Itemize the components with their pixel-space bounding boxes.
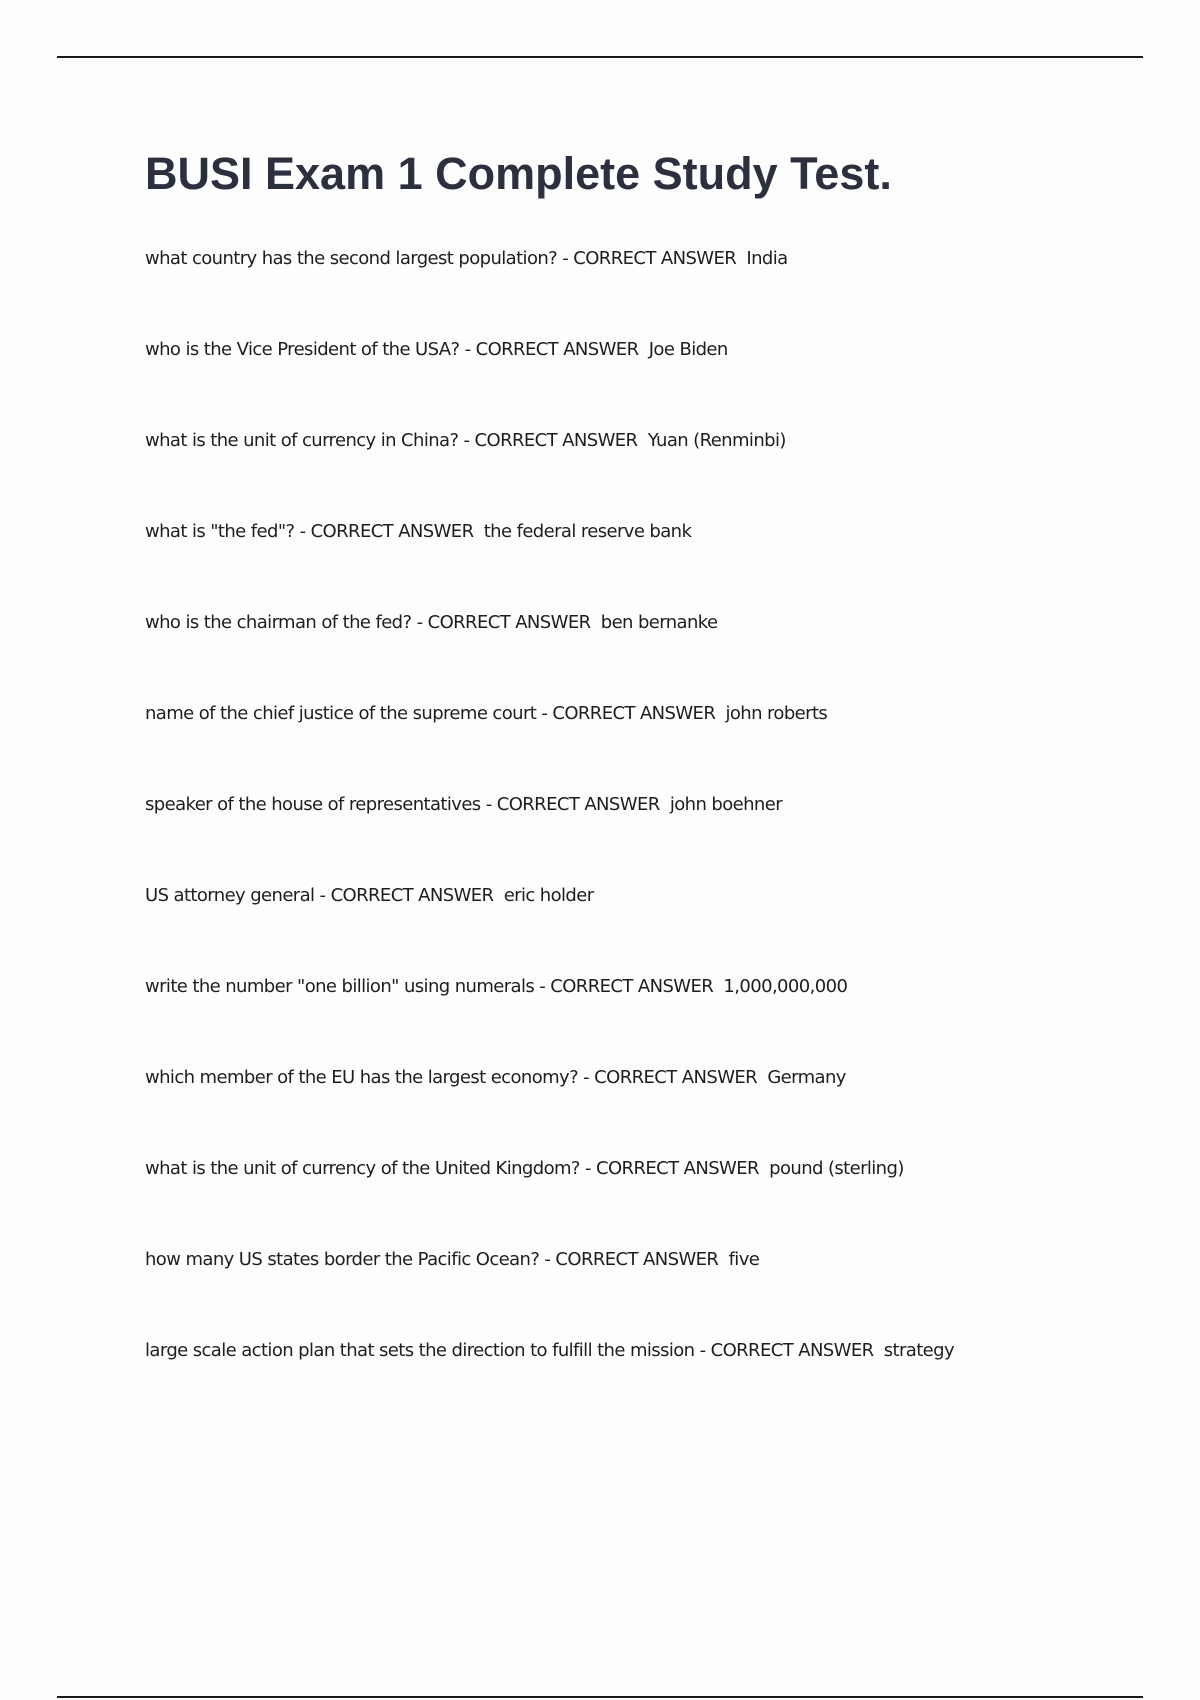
bottom-rule [57,1696,1143,1698]
qa-item: what is "the fed"? - CORRECT ANSWER the federal reserve bank [145,521,692,542]
qa-item: name of the chief justice of the supreme court - CORRECT ANSWER john roberts [145,703,828,724]
qa-item: what is the unit of currency in China? - CORRECT ANSWER Yuan (Renminbi) [145,430,786,451]
qa-item: which member of the EU has the largest economy? - CORRECT ANSWER Germany [145,1067,846,1088]
qa-item: speaker of the house of representatives - CORRECT ANSWER john boehner [145,794,783,815]
top-rule [57,56,1143,58]
qa-item: write the number "one billion" using numerals - CORRECT ANSWER 1,000,000,000 [145,976,848,997]
qa-list [145,244,1145,1427]
qa-item: US attorney general - CORRECT ANSWER eric holder [145,885,594,906]
qa-item: what is the unit of currency of the United Kingdom? - CORRECT ANSWER pound (sterling) [145,1158,904,1179]
qa-item: how many US states border the Pacific Ocean? - CORRECT ANSWER five [145,1249,760,1270]
qa-item: what country has the second largest population? - CORRECT ANSWER India [145,248,788,269]
document-title: BUSI Exam 1 Complete Study Test. [145,148,892,199]
qa-item: large scale action plan that sets the direction to fulfill the mission - CORRECT ANSWER strategy [145,1340,955,1361]
qa-item: who is the Vice President of the USA? - CORRECT ANSWER Joe Biden [145,339,728,360]
qa-item: who is the chairman of the fed? - CORRECT ANSWER ben bernanke [145,612,718,633]
